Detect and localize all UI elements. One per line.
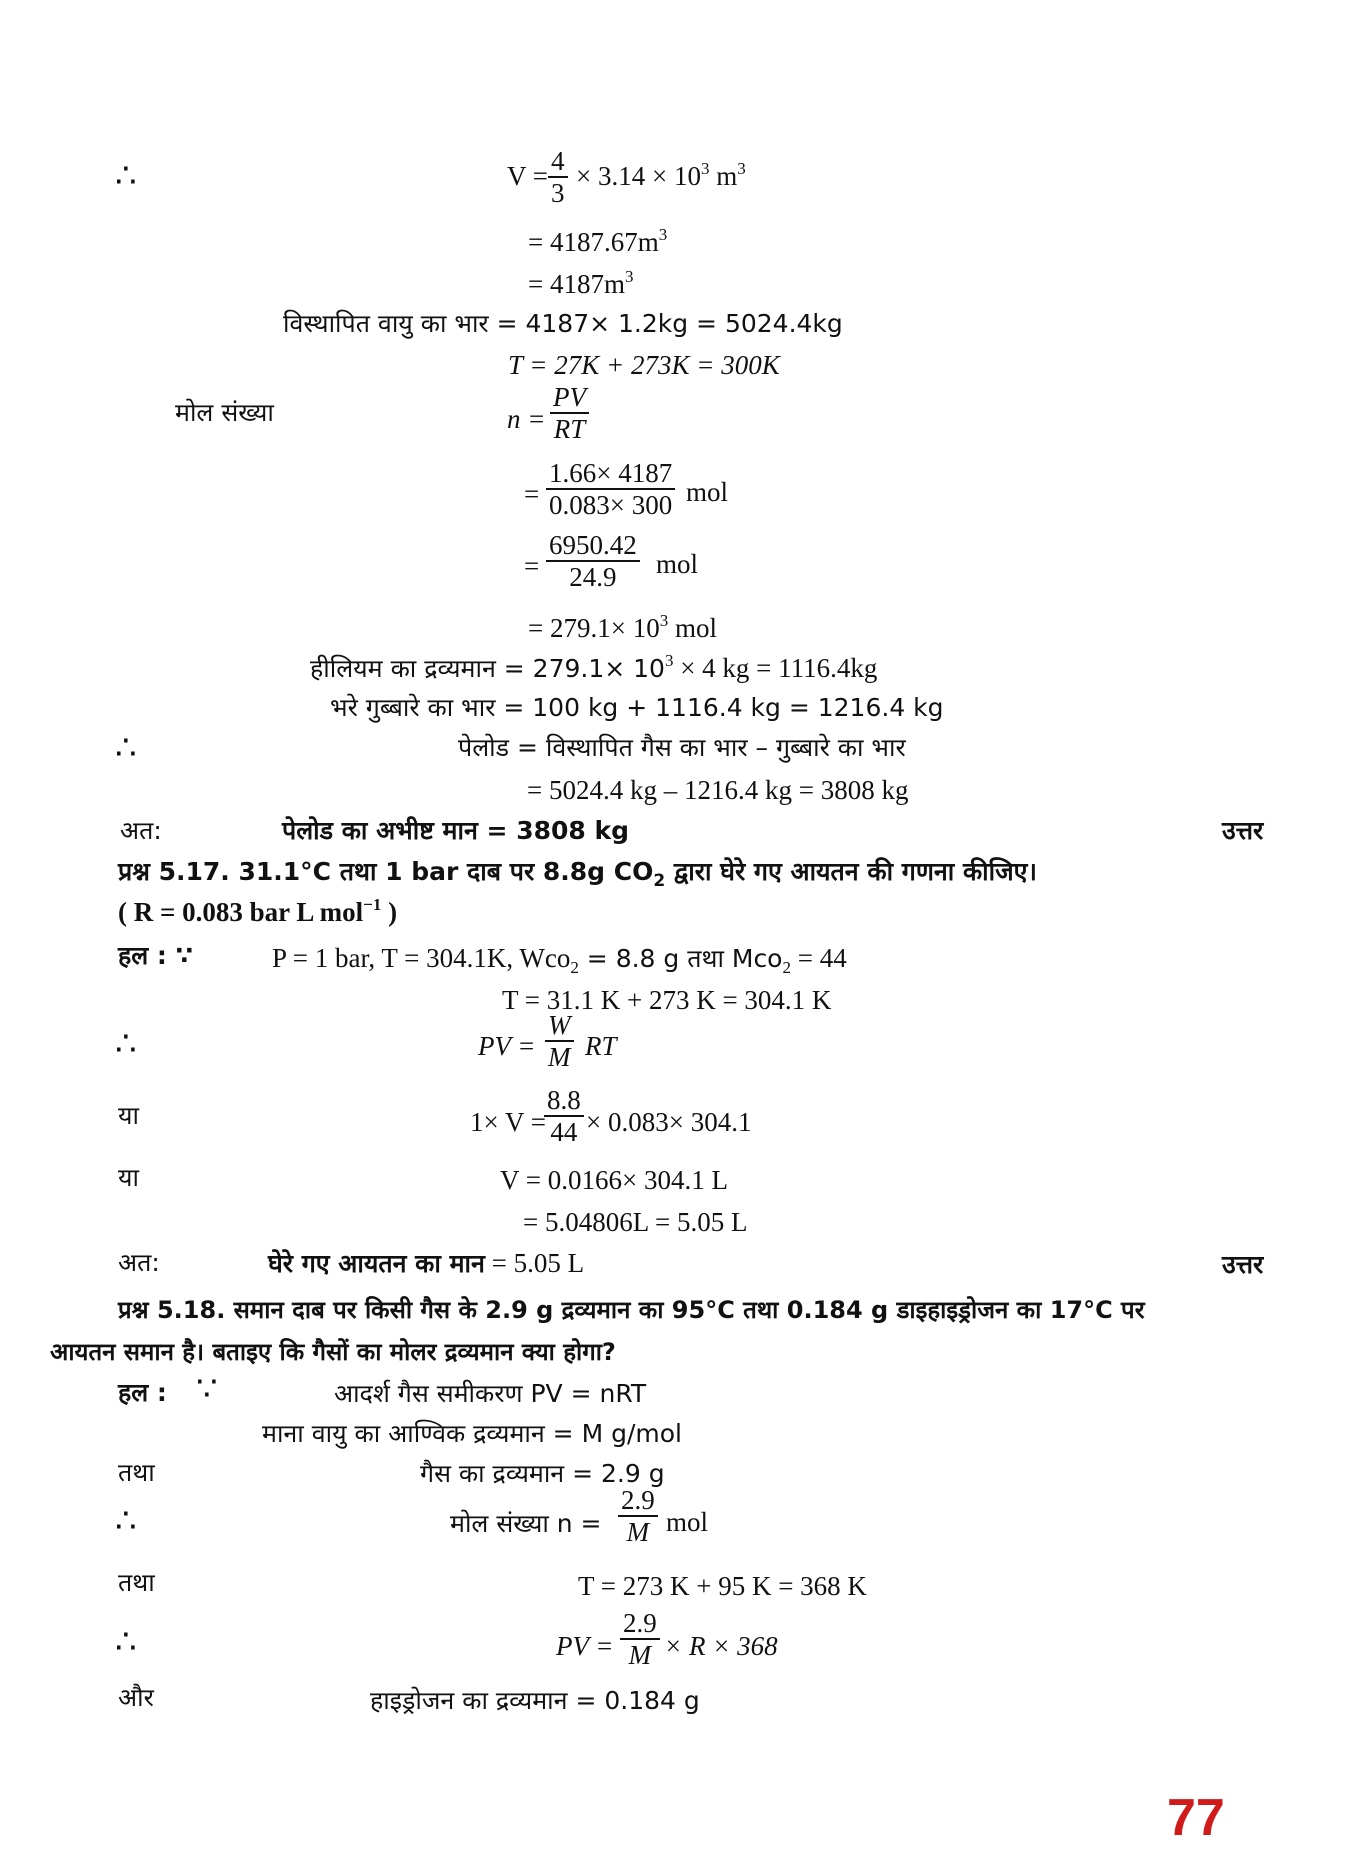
exponent: 3 [659,611,669,630]
fraction-numerator: PV [550,382,589,414]
because-symbol: ∵ [196,1371,218,1408]
volume-eq-end: × 0.083× 304.1 [586,1107,752,1137]
displaced-air-weight: विस्थापित वायु का भार = 4187× 1.2kg = 5024.4kg [283,309,843,338]
hence-label: अत: [118,1248,160,1277]
and-label: और [118,1683,154,1712]
fraction-denominator: 24.9 [569,562,617,592]
fraction-denominator: 3 [551,178,565,208]
given-text: P = 1 bar, T = 304.1K, Wco [272,943,571,973]
volume-factor: × 3.14 × 10 [576,161,701,191]
fraction-w-m [545,1010,574,1072]
volume-eq-rest [576,160,746,192]
question-text: प्रश्न 5.17. 31.1°C तथा 1 bar दाब पर 8.8g CO [118,857,654,886]
therefore-symbol: ∴ [115,730,137,767]
fraction-numerator: 1.66× 4187 [546,458,675,490]
volume-answer-value: = 5.05 L [484,1248,585,1278]
question-text: द्वारा घेरे गए आयतन की गणना कीजिए। [665,857,1037,886]
temperature-eq: T = 27K + 273K = 300K [508,350,780,380]
helium-mass-line [310,652,877,685]
subscript: 2 [782,958,791,977]
therefore-symbol: ∴ [115,1503,137,1540]
fraction-mass-ratio [544,1085,584,1147]
unit-text: mol [668,613,717,643]
n-equals: n = [507,404,546,434]
volume-value: = 4187.67m [528,227,659,257]
volume-answer-text: घेरे गए आयतन का मान [268,1249,485,1278]
given-values [272,942,847,975]
mole-eq-step1-eq: = [524,479,540,509]
fraction-denominator: 44 [550,1117,578,1147]
fraction-numerator: 8.8 [544,1085,584,1117]
exponent: 3 [664,651,674,670]
volume-rounded: = 4187m [528,269,625,299]
fraction-numerator: 4 [548,146,568,178]
volume-calc: V = 0.0166× 304.1 L [500,1165,728,1195]
payload-calc: = 5024.4 kg – 1216.4 kg = 3808 kg [527,775,909,805]
volume-eq-start: 1× V = [470,1107,546,1137]
hence-label: अत: [120,816,162,845]
mole-result: = 279.1× 10 [528,613,660,643]
fraction-denominator: M [626,1517,650,1547]
therefore-symbol: ∴ [115,1026,137,1063]
ideal-gas-eq-end [585,1030,617,1062]
fraction-2-9-over-m [620,1608,660,1670]
molar-mass-assumption: माना वायु का आण्विक द्रव्यमान = M g/mol [262,1419,682,1448]
fraction-2-9-over-m [618,1485,658,1547]
exponent: −1 [363,895,382,914]
temperature-line [508,349,780,381]
exponent: 3 [737,159,746,178]
fraction-numerator: 2.9 [618,1485,658,1517]
pv-eq-end: × R × 368 [664,1631,778,1661]
mole-eq-start [507,403,545,435]
payload-formula: पेलोड = विस्थापित गैस का भार – गुब्बारे का भार [458,733,906,762]
filled-balloon-weight: भरे गुब्बारे का भार = 100 kg + 1116.4 kg = 1216.4 kg [330,693,944,722]
unit-text: m [709,161,738,191]
question-5-18-line2: आयतन समान है। बताइए कि गैसों का मोलर द्रव्यमान क्या होगा? [50,1338,616,1366]
helium-mass-text: हीलियम का द्रव्यमान = 279.1× 10 [310,654,665,683]
temperature-conversion: T = 31.1 K + 273 K = 304.1 K [502,985,832,1015]
question-5-18-line1: प्रश्न 5.18. समान दाब पर किसी गैस के 2.9 g द्रव्यमान का 95°C तथा 0.184 g डाइहाइड्रोजन का 17°C पर [118,1296,1145,1324]
pv-equals: PV = [556,1631,614,1661]
fraction-pv-rt [550,382,589,444]
ideal-gas-eq-start [478,1030,535,1062]
or-label: या [118,1163,139,1192]
page-number: 77 [1167,1789,1225,1847]
fraction-denominator: RT [553,414,586,444]
volume-eq-start: V = [507,161,548,191]
helium-mass-result: × 4 kg = 1116.4kg [673,653,878,683]
solution-label: हल : [118,1378,167,1407]
fraction-numerator: W [545,1010,574,1042]
mole-unit: mol [666,1507,709,1537]
mole-unit: mol [656,549,699,579]
fraction-numerator: 2.9 [620,1608,660,1640]
fraction-mole-step2 [546,530,640,592]
fraction-numerator: 6950.42 [546,530,640,562]
ideal-gas-equation: आदर्श गैस समीकरण PV = nRT [334,1379,647,1408]
pv-eq-start [556,1630,613,1662]
or-label: या [118,1101,139,1130]
gas-constant: ( R = 0.083 bar L mol [118,897,364,927]
gas-mass: गैस का द्रव्यमान = 2.9 g [420,1459,665,1488]
subscript: 2 [570,958,579,977]
exponent: 3 [658,225,668,244]
and-label: तथा [118,1568,155,1597]
subscript: 2 [653,871,666,891]
given-text: = 44 [790,943,847,973]
answer-label: उत्तर [1222,1250,1264,1279]
fraction-mole-step1 [546,458,675,520]
solution-label: हल : ∵ [118,941,194,970]
and-label: तथा [118,1458,155,1487]
given-text: = 8.8 g तथा Mco [578,944,783,973]
mole-unit: mol [686,477,729,507]
mole-count-label: मोल संख्या [175,398,274,427]
fraction-denominator: M [628,1640,652,1670]
mole-count-eq: मोल संख्या n = [450,1509,602,1538]
mole-result-line [528,612,717,644]
temperature-368: T = 273 K + 95 K = 368 K [578,1571,867,1601]
volume-rounded-line [528,268,633,300]
therefore-symbol: ∴ [115,1624,137,1661]
answer-label: उत्तर [1222,816,1264,845]
volume-answer-line [268,1247,584,1280]
therefore-symbol: ∴ [115,158,137,195]
fraction-four-thirds [548,146,568,208]
bracket: ) [381,897,398,927]
hydrogen-mass: हाइड्रोजन का द्रव्यमान = 0.184 g [370,1686,700,1715]
volume-result: = 5.04806L = 5.05 L [523,1207,748,1237]
exponent: 3 [700,159,710,178]
pv-equals: PV = [478,1031,536,1061]
rt-text: RT [585,1031,617,1061]
fraction-denominator: 0.083× 300 [549,490,673,520]
question-5-17-line1 [118,856,1037,891]
mole-eq-step2-eq: = [524,551,540,581]
question-5-17-line2 [118,896,397,928]
volume-value-line [528,226,667,258]
fraction-denominator: M [548,1042,571,1072]
payload-result: पेलोड का अभीष्ट मान = 3808 kg [282,816,629,845]
exponent: 3 [624,267,634,286]
